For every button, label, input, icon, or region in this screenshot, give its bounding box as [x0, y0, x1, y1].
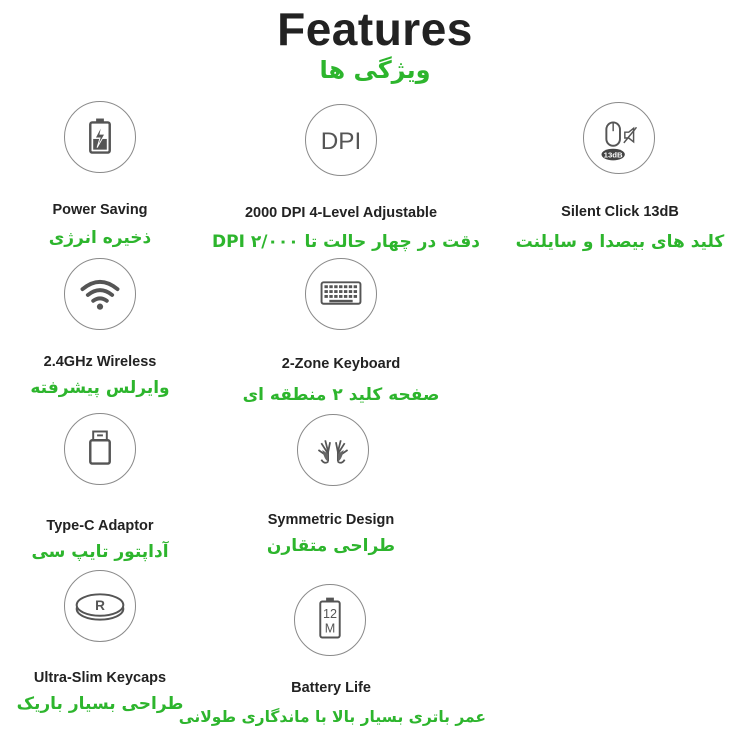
battery-12m-icon: [294, 584, 366, 656]
feature-label-fa: آداپتور تایپ سی: [31, 542, 169, 562]
feature-label-en: Silent Click 13dB: [561, 204, 679, 220]
feature-label-fa: طراحی بسیار باریک: [16, 694, 184, 714]
feature-label-en: Battery Life: [291, 680, 371, 696]
feature-label-fa: دقت در چهار حالت تا ۲/۰۰۰ DPI: [212, 232, 480, 252]
feature-label-fa: عمر باتری بسیار بالا با ماندگاری طولانی: [178, 708, 486, 726]
keyboard-icon: [305, 258, 377, 330]
wifi-icon: [64, 258, 136, 330]
battery-hours: 12: [322, 607, 338, 622]
page-subtitle: ویژگی ها: [319, 56, 431, 84]
usb-c-icon: [64, 413, 136, 485]
feature-label-fa: صفحه کلید ۲ منطقه ای: [242, 385, 440, 405]
silent-icon-text: 13dB: [603, 150, 623, 160]
hands-icon: [297, 414, 369, 486]
battery-unit: M: [324, 621, 336, 636]
feature-label-fa: کلید های بیصدا و سایلنت: [515, 232, 725, 252]
feature-label-en: Ultra-Slim Keycaps: [33, 670, 167, 686]
silent-mouse-icon: [583, 102, 655, 174]
feature-label-en: Power Saving: [52, 202, 148, 218]
feature-label-fa: ذخیره انرژی: [48, 228, 152, 248]
feature-label-en: Type-C Adaptor: [46, 518, 154, 534]
feature-label-fa: طراحی متقارن: [266, 536, 396, 556]
page-title: Features: [277, 3, 473, 55]
dpi-icon: [305, 104, 377, 176]
keycap-letter: R: [95, 597, 105, 613]
battery-charging-icon: [64, 101, 136, 173]
feature-label-en: 2.4GHz Wireless: [43, 354, 157, 370]
keycap-icon: [64, 570, 136, 642]
feature-label-en: Symmetric Design: [267, 512, 395, 528]
dpi-icon-text: DPI: [320, 127, 362, 155]
feature-label-en: 2-Zone Keyboard: [281, 356, 401, 372]
feature-label-fa: وایرلس پیشرفته: [30, 378, 170, 398]
feature-label-en: 2000 DPI 4-Level Adjustable: [244, 205, 438, 221]
